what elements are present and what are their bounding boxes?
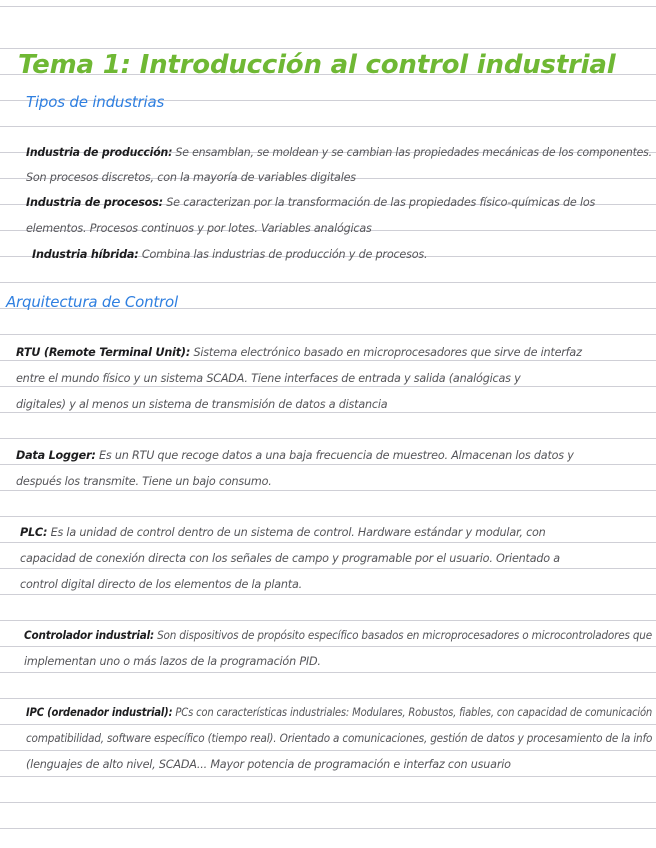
note-text: compatibilidad, software específico (tiempo real). Orientado a comunicaciones, gestión de datos y procesamiento de la info xyxy=(26,732,653,745)
note-text: Es la unidad de control dentro de un sistema de control. Hardware estándar y modular, con xyxy=(47,526,546,539)
note-text: control digital directo de los elementos de la planta. xyxy=(20,578,302,591)
note-line xyxy=(16,475,272,488)
note-line xyxy=(24,655,321,668)
note-text: Son dispositivos de propósito específico basados en microprocesadores o microcontroladores que xyxy=(153,629,652,642)
note-text: Combina las industrias de producción y de procesos. xyxy=(138,248,428,261)
note-term: PLC: xyxy=(20,526,48,539)
note-line xyxy=(32,248,427,261)
note-term: Controlador industrial: xyxy=(24,629,154,642)
note-line xyxy=(20,578,302,591)
note-text: PCs con características industriales: Modulares, Robustos, fiables, con capacidad de comunicación xyxy=(172,706,653,719)
section-heading-control-architecture: Arquitectura de Control xyxy=(6,293,178,311)
note-term: RTU (Remote Terminal Unit): xyxy=(16,346,191,359)
note-line xyxy=(26,732,652,745)
note-line xyxy=(26,146,652,159)
note-line xyxy=(20,526,546,539)
note-line xyxy=(26,758,511,771)
note-text: (lenguajes de alto nivel, SCADA... Mayor potencia de programación e interfaz con usuario xyxy=(26,758,511,771)
note-line xyxy=(20,552,560,565)
section-heading-industry-types: Tipos de industrias xyxy=(26,93,165,111)
note-text: Se ensamblan, se moldean y se cambian las propiedades mecánicas de los componentes. xyxy=(172,146,652,159)
note-line xyxy=(16,449,574,462)
note-text: implementan uno o más lazos de la programación PID. xyxy=(24,655,321,668)
note-term: Industria híbrida: xyxy=(32,248,139,261)
note-line xyxy=(16,346,582,359)
note-term: Industria de procesos: xyxy=(26,196,163,209)
note-text: Sistema electrónico basado en microprocesadores que sirve de interfaz xyxy=(190,346,582,359)
note-line xyxy=(16,398,387,411)
note-text: Son procesos discretos, con la mayoría de variables digitales xyxy=(26,171,356,184)
note-line xyxy=(26,222,372,235)
note-line xyxy=(26,706,652,719)
note-text: Se caracterizan por la transformación de las propiedades físico-químicas de los xyxy=(162,196,596,209)
note-text: después los transmite. Tiene un bajo consumo. xyxy=(16,475,272,488)
page-title: Tema 1: Introducción al control industrial xyxy=(18,50,616,80)
note-text: entre el mundo físico y un sistema SCADA. Tiene interfaces de entrada y salida (analógicas y xyxy=(16,372,521,385)
note-text: capacidad de conexión directa con los señales de campo y programable por el usuario. Orientado a xyxy=(20,552,560,565)
note-term: IPC (ordenador industrial): xyxy=(26,706,173,719)
note-line xyxy=(24,629,652,642)
note-line xyxy=(16,372,521,385)
note-line xyxy=(26,171,356,184)
note-term: Data Logger: xyxy=(16,449,96,462)
note-text: digitales) y al menos un sistema de transmisión de datos a distancia xyxy=(16,398,388,411)
note-text: elementos. Procesos continuos y por lotes. Variables analógicas xyxy=(26,222,372,235)
note-line xyxy=(26,196,595,209)
note-term: Industria de producción: xyxy=(26,146,173,159)
note-text: Es un RTU que recoge datos a una baja frecuencia de muestreo. Almacenan los datos y xyxy=(95,449,574,462)
